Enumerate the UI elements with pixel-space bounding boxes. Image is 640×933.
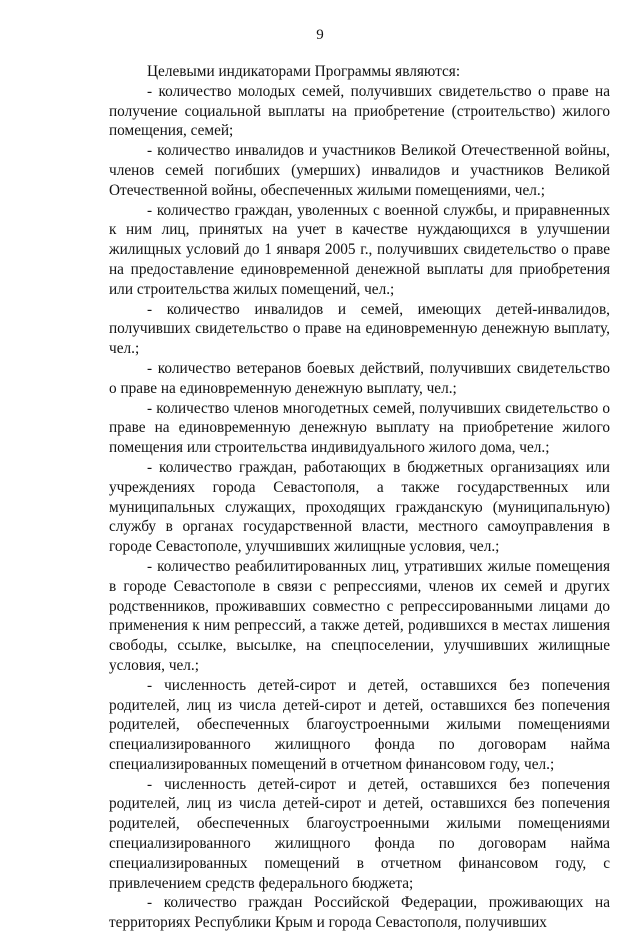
indicator-paragraph: - количество молодых семей, получивших свидетельство о праве на получение социальной выплаты на приобретение (строительство) жилого помещения, семей; xyxy=(109,82,610,140)
indicator-paragraph: - количество инвалидов и участников Великой Отечественной войны, членов семей погибших (умерших) инвалидов и участников Великой Отечественной войны, обеспеченных жилыми помещениями, чел.; xyxy=(109,142,610,199)
indicator-paragraph: - численность детей-сирот и детей, оставшихся без попечения родителей, лиц из числа детей-сирот и детей, оставшихся без попечения родителей, обеспеченных благоустроенными жилыми помещениями специализированного жилищного фонда по договорам найма специализированных помещений в отчетном финансовом году, с привлечением средств федерального бюджета; xyxy=(109,775,610,892)
indicator-paragraph: - количество граждан, работающих в бюджетных организациях или учреждениях города Севастополя, а также государственных или муниципальных служащих, проходящих гражданскую (муниципальную) службу в органах государственной власти, местного самоуправления в городе Севастополе, улучшивших жилищные условия, чел.; xyxy=(109,458,610,556)
indicator-paragraph: - количество реабилитированных лиц, утративших жилые помещения в городе Севастополе в связи с репрессиями, членов их семей и других родственников, проживавших совместно с репрессированными лицами до применения к ним репрессий, а также детей, родившихся в местах лишения свободы, ссылке, высылке, на спецпоселении, улучшивших жилищные условия, чел.; xyxy=(109,557,610,674)
indicator-paragraph: - количество граждан Российской Федерации, проживающих на территориях Республики Крым и города Севастополя, получивших xyxy=(109,894,610,932)
document-body xyxy=(109,62,610,933)
indicator-paragraph: - количество инвалидов и семей, имеющих детей-инвалидов, получивших свидетельство о праве на единовременную денежную выплату, чел.; xyxy=(109,300,610,358)
indicator-paragraph: - количество граждан, уволенных с военной службы, и приравненных к ним лиц, принятых на учет в качестве нуждающихся в улучшении жилищных условий до 1 января 2005 г., получивших свидетельство о праве на предоставление единовременной денежной выплаты для приобретения или строительства жилых помещений, чел.; xyxy=(109,201,610,298)
page-number: 9 xyxy=(316,27,324,43)
indicator-paragraph: - численность детей-сирот и детей, оставшихся без попечения родителей, лиц из числа детей-сирот и детей, оставшихся без попечения родителей, обеспеченных благоустроенными жилыми помещениями специализированного жилищного фонда по договорам найма специализированных помещений в отчетном финансовом году, чел.; xyxy=(109,676,610,773)
indicator-paragraph: - количество членов многодетных семей, получивших свидетельство о праве на единовременную денежную выплату на приобретение жилого помещения или строительства индивидуального жилого дома, чел.; xyxy=(109,399,610,457)
intro-paragraph: Целевыми индикаторами Программы являются: xyxy=(147,63,461,80)
indicator-paragraph: - количество ветеранов боевых действий, получивших свидетельство о праве на единовременную денежную выплату, чел.; xyxy=(109,359,610,397)
